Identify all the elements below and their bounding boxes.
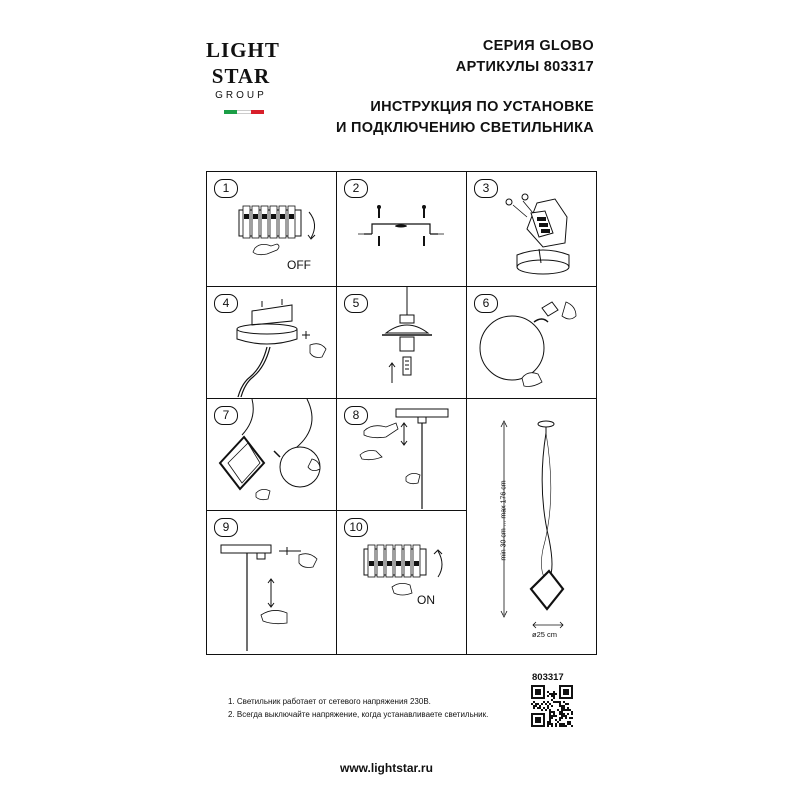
step-number-badge: 5 <box>344 294 368 313</box>
step-number-badge: 10 <box>344 518 368 537</box>
logo-text-group: GROUP <box>215 90 267 101</box>
flag-stripe-green <box>224 110 237 114</box>
flag-stripe-white <box>237 110 250 114</box>
dimension-drawing <box>467 399 596 655</box>
glass-globe-icon <box>472 292 592 397</box>
document-title-line-1: ИНСТРУКЦИЯ ПО УСТАНОВКЕ <box>370 99 594 115</box>
on-label: ON <box>417 593 435 607</box>
italian-flag-icon <box>224 110 264 114</box>
canopy-wiring-icon <box>487 177 592 282</box>
website-link[interactable]: www.lightstar.ru <box>340 761 433 775</box>
brand-logo <box>206 38 280 128</box>
step-3-cell <box>467 172 596 286</box>
step-9-cell <box>207 511 336 655</box>
step-2-cell <box>337 172 466 286</box>
pendant-lamp-dimension-icon <box>467 399 596 655</box>
product-code: 803317 <box>532 672 564 683</box>
logo-text-star: STAR <box>211 64 271 88</box>
step-5-cell <box>337 287 466 398</box>
height-adjust-icon <box>352 409 462 509</box>
step-4-cell <box>207 287 336 398</box>
article-number: АРТИКУЛЫ 803317 <box>455 59 594 75</box>
qr-code-icon[interactable] <box>531 685 573 727</box>
step-7-cell <box>207 399 336 510</box>
step-number-badge: 7 <box>214 406 238 425</box>
logo-text-light: LIGHT <box>206 38 280 62</box>
document-title-line-2: И ПОДКЛЮЧЕНИЮ СВЕТИЛЬНИКА <box>335 120 594 136</box>
instruction-grid <box>206 171 597 655</box>
step-number-badge: 9 <box>214 518 238 537</box>
step-10-cell <box>337 511 466 655</box>
cable-fixing-icon <box>217 541 332 651</box>
mounting-bracket-icon <box>352 202 452 262</box>
flag-stripe-red <box>251 110 264 114</box>
step-number-badge: 3 <box>474 179 498 198</box>
note-voltage: 1. Светильник работает от сетевого напряжения 230В. <box>228 697 431 706</box>
note-power-off: 2. Всегда выключайте напряжение, когда устанавливаете светильник. <box>228 710 489 719</box>
step-1-cell <box>207 172 336 286</box>
step-number-badge: 6 <box>474 294 498 313</box>
lamp-holder-icon <box>362 287 452 397</box>
step-number-badge: 4 <box>214 294 238 313</box>
off-label: OFF <box>287 258 311 272</box>
circuit-breaker-on-icon <box>352 541 462 621</box>
diameter-label: ø25 cm <box>532 630 558 639</box>
step-number-badge: 2 <box>344 179 368 198</box>
step-number-badge: 8 <box>344 406 368 425</box>
step-8-cell <box>337 399 466 510</box>
step-number-badge: 1 <box>214 179 238 198</box>
circuit-breaker-icon <box>227 202 327 272</box>
step-6-cell <box>467 287 596 398</box>
shade-assembly-icon <box>212 399 332 509</box>
series-name: СЕРИЯ GLOBO <box>482 38 594 54</box>
height-dimension-label: min 30 cm ... max 176 cm <box>500 480 508 561</box>
canopy-mounting-icon <box>222 297 332 397</box>
